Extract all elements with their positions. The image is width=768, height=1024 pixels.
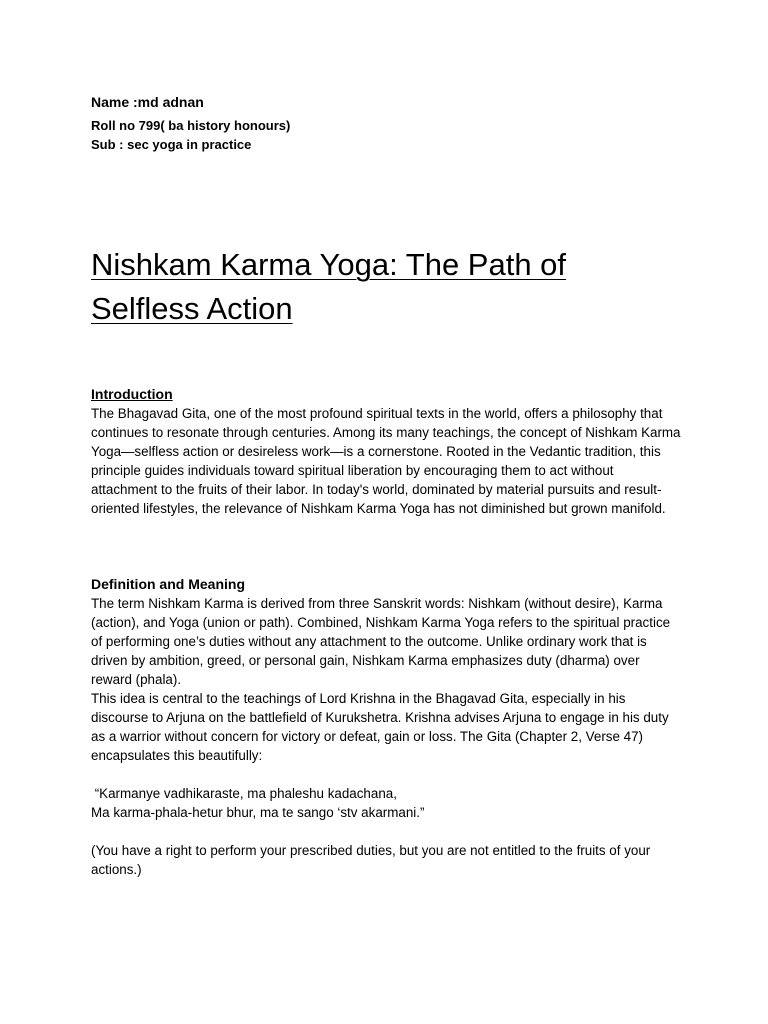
gita-verse-quote (91, 784, 691, 822)
document-content (91, 92, 691, 879)
introduction-section (91, 385, 691, 518)
definition-paragraph-1: The term Nishkam Karma is derived from three Sanskrit words: Nishkam (without desire), Karma (action), and Yoga (union or path). Combined, Nishkam Karma Yoga refers to the spiritual practice of performing one’s duties without any attachment to the outcome. Unlike ordinary work that is driven by ambition, greed, or personal gain, Nishkam Karma emphasizes duty (dharma) over reward (phala). (91, 596, 671, 687)
roll-number: Roll no 799( ba history honours) (91, 118, 291, 133)
quote-line-1: “Karmanye vadhikaraste, ma phaleshu kadachana, (91, 786, 397, 801)
student-name: Name :md adnan (91, 94, 204, 110)
quote-line-2: Ma karma-phala-hetur bhur, ma te sango ‘stv akarmani.” (91, 805, 425, 820)
definition-paragraph-2: This idea is central to the teachings of Lord Krishna in the Bhagavad Gita, especially in his discourse to Arjuna on the battlefield of Kurukshetra. Krishna advises Arjuna to engage in his duty as a warrior without concern for victory or defeat, gain or loss. The Gita (Chapter 2, Verse 47) encapsulates this beautifully: (91, 691, 669, 763)
subject-line: Sub : sec yoga in practice (91, 137, 252, 152)
student-info (91, 92, 691, 154)
definition-section (91, 575, 691, 879)
definition-heading: Definition and Meaning (91, 576, 245, 592)
introduction-paragraph: The Bhagavad Gita, one of the most profound spiritual texts in the world, offers a philosophy that continues to resonate through centuries. Among its many teachings, the concept of Nishkam Karma Yoga—selfless action or desireless work—is a cornerstone. Rooted in the Vedantic tradition, this principle guides individuals toward spiritual liberation by encouraging them to act without attachment to the fruits of their labor. In today's world, dominated by material pursuits and result-oriented lifestyles, the relevance of Nishkam Karma Yoga has not diminished but grown manifold. (91, 406, 681, 516)
document-title (91, 243, 651, 331)
introduction-heading: Introduction (91, 386, 173, 402)
title-line-2: Selfless Action (91, 291, 293, 326)
title-line-1: Nishkam Karma Yoga: The Path of (91, 247, 567, 282)
verse-translation: (You have a right to perform your prescribed duties, but you are not entitled to the fruits of your actions.) (91, 843, 651, 877)
